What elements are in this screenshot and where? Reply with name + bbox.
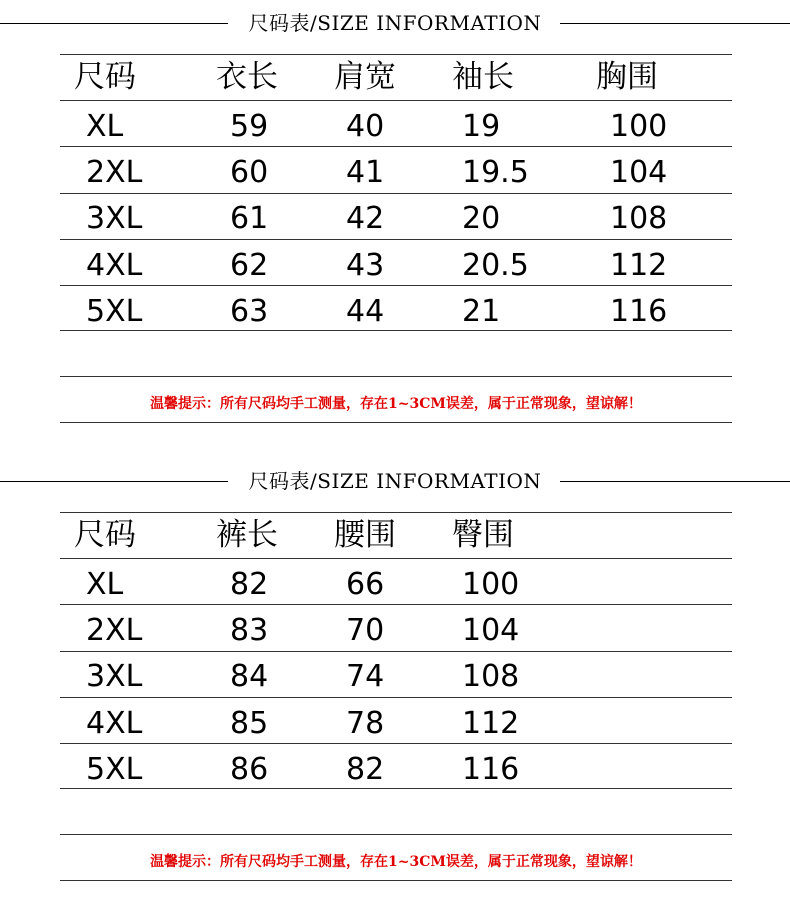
cell-shoulder: 42 [346,201,385,236]
header-chest: 胸围 [596,59,658,95]
table-row [0,243,790,289]
cell-size: 2XL [86,613,143,648]
section-heading [0,8,790,38]
cell-waist: 78 [346,706,385,741]
cell-length: 62 [230,248,269,283]
cell-size: 4XL [86,248,143,283]
section-title: 尺码表/SIZE INFORMATION [248,11,542,35]
note-rule [60,880,732,881]
cell-waist: 70 [346,613,385,648]
table-rule [60,285,732,286]
cell-sleeve: 21 [462,294,501,329]
bottom-size-section [0,458,790,901]
cell-waist: 82 [346,752,385,787]
cell-size: 3XL [86,659,143,694]
note-rule [60,376,732,377]
cell-pants-length: 82 [230,567,269,602]
cell-sleeve: 20 [462,201,501,236]
measurement-note: 温馨提示：所有尺码均手工测量，存在1~3CM误差，属于正常现象，望谅解！ [150,396,642,412]
table-rule [60,193,732,194]
cell-pants-length: 86 [230,752,269,787]
top-size-section [0,0,790,440]
table-rule [60,788,732,789]
cell-shoulder: 40 [346,109,385,144]
section-heading [0,466,790,496]
cell-size: 4XL [86,706,143,741]
cell-shoulder: 41 [346,155,385,190]
table-rule [60,651,732,652]
table-rule [60,146,732,147]
table-rule [60,743,732,744]
table-row [0,104,790,150]
table-rule [60,330,732,331]
cell-waist: 66 [346,567,385,602]
cell-size: 3XL [86,201,143,236]
heading-rule-left [0,23,228,24]
cell-size: 5XL [86,752,143,787]
cell-hip: 108 [462,659,520,694]
table-row [0,562,790,608]
table-row [0,701,790,747]
section-title: 尺码表/SIZE INFORMATION [248,469,542,493]
measurement-note: 温馨提示：所有尺码均手工测量，存在1~3CM误差，属于正常现象，望谅解！ [150,854,642,870]
table-row [0,654,790,700]
table-header-row [0,512,790,558]
cell-size: 5XL [86,294,143,329]
cell-hip: 116 [462,752,520,787]
header-hip: 臀围 [452,517,514,553]
cell-length: 61 [230,201,269,236]
cell-size: XL [86,109,124,144]
table-row [0,150,790,196]
heading-rule-right [560,23,790,24]
cell-hip: 104 [462,613,520,648]
table-row [0,289,790,335]
table-row [0,747,790,793]
table-rule [60,100,732,101]
cell-waist: 74 [346,659,385,694]
cell-pants-length: 85 [230,706,269,741]
cell-hip: 100 [462,567,520,602]
cell-chest: 112 [610,248,668,283]
cell-sleeve: 19 [462,109,501,144]
table-row [0,608,790,654]
cell-chest: 104 [610,155,668,190]
table-rule [60,558,732,559]
cell-chest: 108 [610,201,668,236]
cell-size: 2XL [86,155,143,190]
cell-shoulder: 44 [346,294,385,329]
header-size: 尺码 [74,59,136,95]
header-sleeve: 袖长 [452,59,514,95]
header-size: 尺码 [74,517,136,553]
cell-sleeve: 20.5 [462,248,529,283]
header-shoulder: 肩宽 [334,59,396,95]
note-rule [60,834,732,835]
cell-length: 59 [230,109,269,144]
cell-size: XL [86,567,124,602]
table-rule [60,604,732,605]
cell-hip: 112 [462,706,520,741]
cell-chest: 116 [610,294,668,329]
table-rule [60,697,732,698]
cell-length: 63 [230,294,269,329]
table-rule [60,239,732,240]
cell-shoulder: 43 [346,248,385,283]
cell-length: 60 [230,155,269,190]
cell-chest: 100 [610,109,668,144]
cell-sleeve: 19.5 [462,155,529,190]
header-pants-length: 裤长 [216,517,278,553]
table-row [0,196,790,242]
table-header-row [0,54,790,100]
header-length: 衣长 [216,59,278,95]
note-rule [60,422,732,423]
heading-rule-left [0,481,228,482]
cell-pants-length: 84 [230,659,269,694]
heading-rule-right [560,481,790,482]
cell-pants-length: 83 [230,613,269,648]
header-waist: 腰围 [334,517,396,553]
